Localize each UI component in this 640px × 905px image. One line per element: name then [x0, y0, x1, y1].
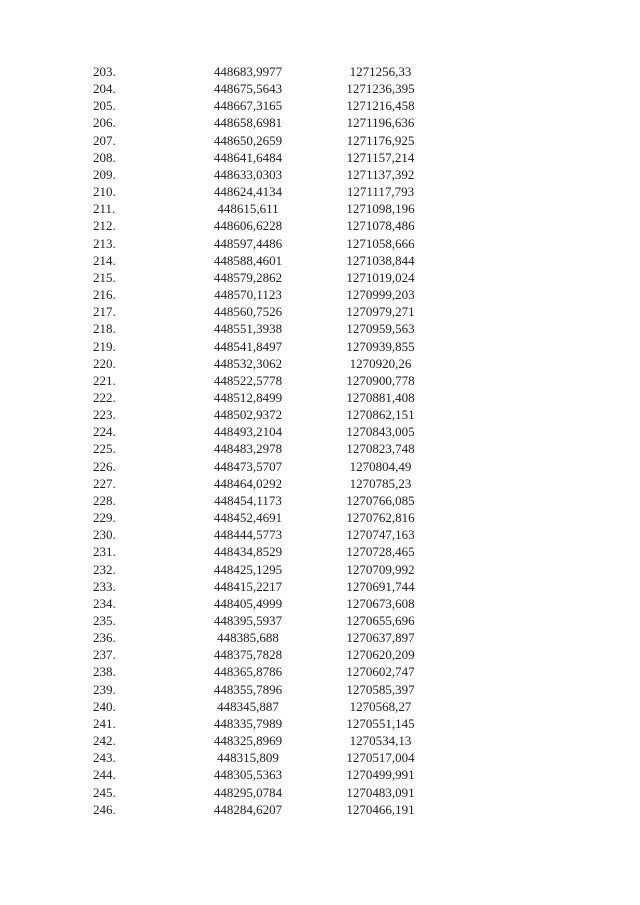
point-number-cell: 242. [93, 733, 116, 749]
x-coordinate-cell: 448365,8786 [213, 664, 283, 680]
point-number-cell: 234. [93, 595, 116, 611]
y-coordinate-cell: 1270959,563 [346, 321, 415, 337]
point-number-cell: 218. [93, 321, 116, 337]
point-number-cell: 246. [93, 801, 116, 817]
point-number-cell: 215. [93, 269, 116, 285]
x-coordinate-cell: 448667,3165 [213, 98, 283, 114]
point-number-cell: 220. [93, 355, 116, 371]
point-number-cell: 241. [93, 715, 116, 731]
table-row [90, 749, 448, 766]
y-coordinate-cell: 1270602,747 [346, 664, 415, 680]
y-coordinate-cell: 1270551,145 [346, 715, 415, 731]
point-number-cell: 227. [93, 475, 116, 491]
table-row [90, 166, 448, 183]
y-coordinate-cell: 1270691,744 [346, 578, 415, 594]
table-row [90, 646, 448, 663]
point-number-cell: 236. [93, 630, 116, 646]
table-row [90, 440, 448, 457]
point-number-cell: 214. [93, 252, 116, 268]
x-coordinate-cell: 448305,5363 [213, 767, 283, 783]
x-coordinate-cell: 448315,809 [217, 750, 279, 766]
x-coordinate-cell: 448395,5937 [213, 613, 283, 628]
y-coordinate-cell: 1270673,608 [346, 595, 415, 611]
x-coordinate-cell: 448560,7526 [213, 304, 283, 320]
point-number-cell: 207. [93, 132, 116, 148]
y-coordinate-cell: 1270709,992 [346, 561, 415, 577]
point-number-cell: 240. [93, 698, 116, 714]
table-row [90, 200, 448, 217]
table-row [90, 492, 448, 509]
table-row [90, 80, 448, 97]
point-number-cell: 216. [93, 287, 116, 303]
y-coordinate-cell: 1270534,13 [349, 733, 412, 749]
point-number-cell: 239. [93, 681, 116, 697]
point-number-cell: 204. [93, 81, 116, 97]
table-row [90, 715, 448, 732]
table-row [90, 97, 448, 114]
point-number-cell: 225. [93, 441, 116, 457]
x-coordinate-cell: 448415,2217 [213, 578, 283, 594]
point-number-cell: 209. [93, 166, 116, 182]
point-number-cell: 223. [93, 407, 116, 423]
y-coordinate-cell: 1270568,27 [349, 698, 412, 714]
x-coordinate-cell: 448464,0292 [213, 475, 283, 491]
point-number-cell: 205. [93, 98, 116, 114]
table-row [90, 681, 448, 698]
x-coordinate-cell: 448588,4601 [213, 252, 283, 268]
point-number-cell: 219. [93, 338, 116, 354]
point-number-cell: 235. [93, 613, 116, 628]
y-coordinate-cell: 1270483,091 [346, 784, 415, 800]
table-row [90, 235, 448, 252]
point-number-cell: 226. [93, 458, 116, 474]
table-row [90, 320, 448, 337]
table-row [90, 132, 448, 149]
point-number-cell: 238. [93, 664, 116, 680]
x-coordinate-cell: 448675,5643 [213, 81, 283, 97]
y-coordinate-cell: 1270999,203 [346, 287, 415, 303]
y-coordinate-cell: 1270766,085 [346, 492, 415, 508]
x-coordinate-cell: 448444,5773 [213, 527, 283, 543]
point-number-cell: 243. [93, 750, 116, 766]
point-number-cell: 206. [93, 115, 116, 131]
y-coordinate-cell: 1271078,486 [346, 218, 415, 234]
y-coordinate-cell: 1270881,408 [346, 389, 415, 405]
x-coordinate-cell: 448405,4999 [213, 595, 283, 611]
y-coordinate-cell: 1270762,816 [346, 510, 415, 526]
y-coordinate-cell: 1271038,844 [346, 252, 415, 268]
y-coordinate-cell: 1270900,778 [346, 372, 415, 388]
y-coordinate-cell: 1270585,397 [346, 681, 415, 697]
y-coordinate-cell: 1270920,26 [349, 355, 412, 371]
x-coordinate-cell: 448650,2659 [213, 132, 283, 148]
y-coordinate-cell: 1270655,696 [346, 613, 415, 628]
y-coordinate-cell: 1270843,005 [346, 424, 415, 440]
table-row [90, 149, 448, 166]
table-row [90, 458, 448, 475]
y-coordinate-cell: 1270466,191 [346, 801, 415, 817]
x-coordinate-cell: 448502,9372 [213, 407, 283, 423]
x-coordinate-cell: 448551,3938 [213, 321, 283, 337]
table-row [90, 578, 448, 595]
table-row [90, 389, 448, 406]
y-coordinate-cell: 1270499,991 [346, 767, 415, 783]
y-coordinate-cell: 1270637,897 [346, 630, 415, 646]
x-coordinate-cell: 448624,4134 [213, 184, 283, 200]
table-row [90, 63, 448, 80]
table-row [90, 286, 448, 303]
x-coordinate-cell: 448512,8499 [213, 389, 283, 405]
y-coordinate-cell: 1271196,636 [346, 115, 415, 131]
point-number-cell: 213. [93, 235, 116, 251]
y-coordinate-cell: 1270804,49 [349, 458, 412, 474]
x-coordinate-cell: 448355,7896 [213, 681, 283, 697]
y-coordinate-cell: 1270862,151 [346, 407, 415, 423]
x-coordinate-cell: 448434,8529 [213, 544, 283, 560]
y-coordinate-cell: 1270728,465 [346, 544, 415, 560]
x-coordinate-cell: 448375,7828 [213, 647, 283, 663]
x-coordinate-cell: 448606,6228 [213, 218, 283, 234]
table-row [90, 663, 448, 680]
table-row [90, 732, 448, 749]
y-coordinate-cell: 1270785,23 [349, 475, 412, 491]
y-coordinate-cell: 1271019,024 [346, 269, 415, 285]
table-row [90, 372, 448, 389]
table-row [90, 543, 448, 560]
x-coordinate-cell: 448452,4691 [213, 510, 283, 526]
y-coordinate-cell: 1271098,196 [346, 201, 415, 217]
y-coordinate-cell: 1270747,163 [346, 527, 415, 543]
x-coordinate-cell: 448522,5778 [213, 372, 283, 388]
table-row [90, 526, 448, 543]
y-coordinate-cell: 1271256,33 [349, 64, 412, 79]
y-coordinate-cell: 1271117,793 [346, 184, 415, 200]
y-coordinate-cell: 1270979,271 [346, 304, 415, 320]
y-coordinate-cell: 1270939,855 [346, 338, 415, 354]
y-coordinate-cell: 1270517,004 [346, 750, 415, 766]
x-coordinate-cell: 448615,611 [217, 201, 279, 217]
table-row [90, 303, 448, 320]
table-row [90, 595, 448, 612]
x-coordinate-cell: 448532,3062 [213, 355, 283, 371]
table-row [90, 269, 448, 286]
point-number-cell: 224. [93, 424, 116, 440]
table-row [90, 784, 448, 801]
y-coordinate-cell: 1271058,666 [346, 235, 415, 251]
x-coordinate-cell: 448284,6207 [213, 801, 283, 817]
table-row [90, 612, 448, 629]
x-coordinate-cell: 448473,5707 [213, 458, 283, 474]
x-coordinate-cell: 448658,6981 [213, 115, 283, 131]
table-row [90, 423, 448, 440]
point-number-cell: 232. [93, 561, 116, 577]
table-row [90, 114, 448, 131]
table-row [90, 629, 448, 646]
x-coordinate-cell: 448683,9977 [213, 64, 283, 79]
x-coordinate-cell: 448483,2978 [213, 441, 283, 457]
table-row [90, 183, 448, 200]
table-row [90, 766, 448, 783]
point-number-cell: 212. [93, 218, 116, 234]
point-number-cell: 221. [93, 372, 116, 388]
point-number-cell: 208. [93, 149, 116, 165]
table-row [90, 801, 448, 818]
table-row [90, 217, 448, 234]
point-number-cell: 228. [93, 492, 116, 508]
x-coordinate-cell: 448425,1295 [213, 561, 283, 577]
x-coordinate-cell: 448541,8497 [213, 338, 283, 354]
x-coordinate-cell: 448454,1173 [214, 492, 282, 508]
x-coordinate-cell: 448493,2104 [213, 424, 283, 440]
x-coordinate-cell: 448325,8969 [213, 733, 283, 749]
x-coordinate-cell: 448570,1123 [214, 287, 282, 303]
table-row [90, 406, 448, 423]
table-row [90, 355, 448, 372]
x-coordinate-cell: 448597,4486 [213, 235, 283, 251]
x-coordinate-cell: 448579,2862 [213, 269, 283, 285]
y-coordinate-cell: 1271176,925 [346, 132, 415, 148]
table-row [90, 561, 448, 578]
x-coordinate-cell: 448385,688 [217, 630, 279, 646]
y-coordinate-cell: 1271236,395 [346, 81, 415, 97]
point-number-cell: 245. [93, 784, 116, 800]
point-number-cell: 217. [93, 304, 116, 320]
x-coordinate-cell: 448633,0303 [213, 166, 283, 182]
point-number-cell: 210. [93, 184, 116, 200]
point-number-cell: 231. [93, 544, 116, 560]
y-coordinate-cell: 1270823,748 [346, 441, 415, 457]
y-coordinate-cell: 1271137,392 [346, 166, 415, 182]
point-number-cell: 233. [93, 578, 116, 594]
point-number-cell: 203. [93, 64, 116, 79]
table-row [90, 698, 448, 715]
table-row [90, 475, 448, 492]
table-row [90, 509, 448, 526]
point-number-cell: 229. [93, 510, 116, 526]
y-coordinate-cell: 1271157,214 [346, 149, 415, 165]
x-coordinate-cell: 448345,887 [217, 698, 279, 714]
point-number-cell: 230. [93, 527, 116, 543]
x-coordinate-cell: 448295,0784 [213, 784, 283, 800]
y-coordinate-cell: 1270620,209 [346, 647, 415, 663]
x-coordinate-cell: 448641,6484 [213, 149, 283, 165]
point-number-cell: 244. [93, 767, 116, 783]
point-number-cell: 222. [93, 389, 116, 405]
point-number-cell: 237. [93, 647, 116, 663]
x-coordinate-cell: 448335,7989 [213, 715, 283, 731]
y-coordinate-cell: 1271216,458 [346, 98, 415, 114]
coordinate-table-body [90, 63, 448, 818]
point-number-cell: 211. [93, 201, 116, 217]
coordinate-table [90, 63, 448, 818]
table-row [90, 338, 448, 355]
table-row [90, 252, 448, 269]
